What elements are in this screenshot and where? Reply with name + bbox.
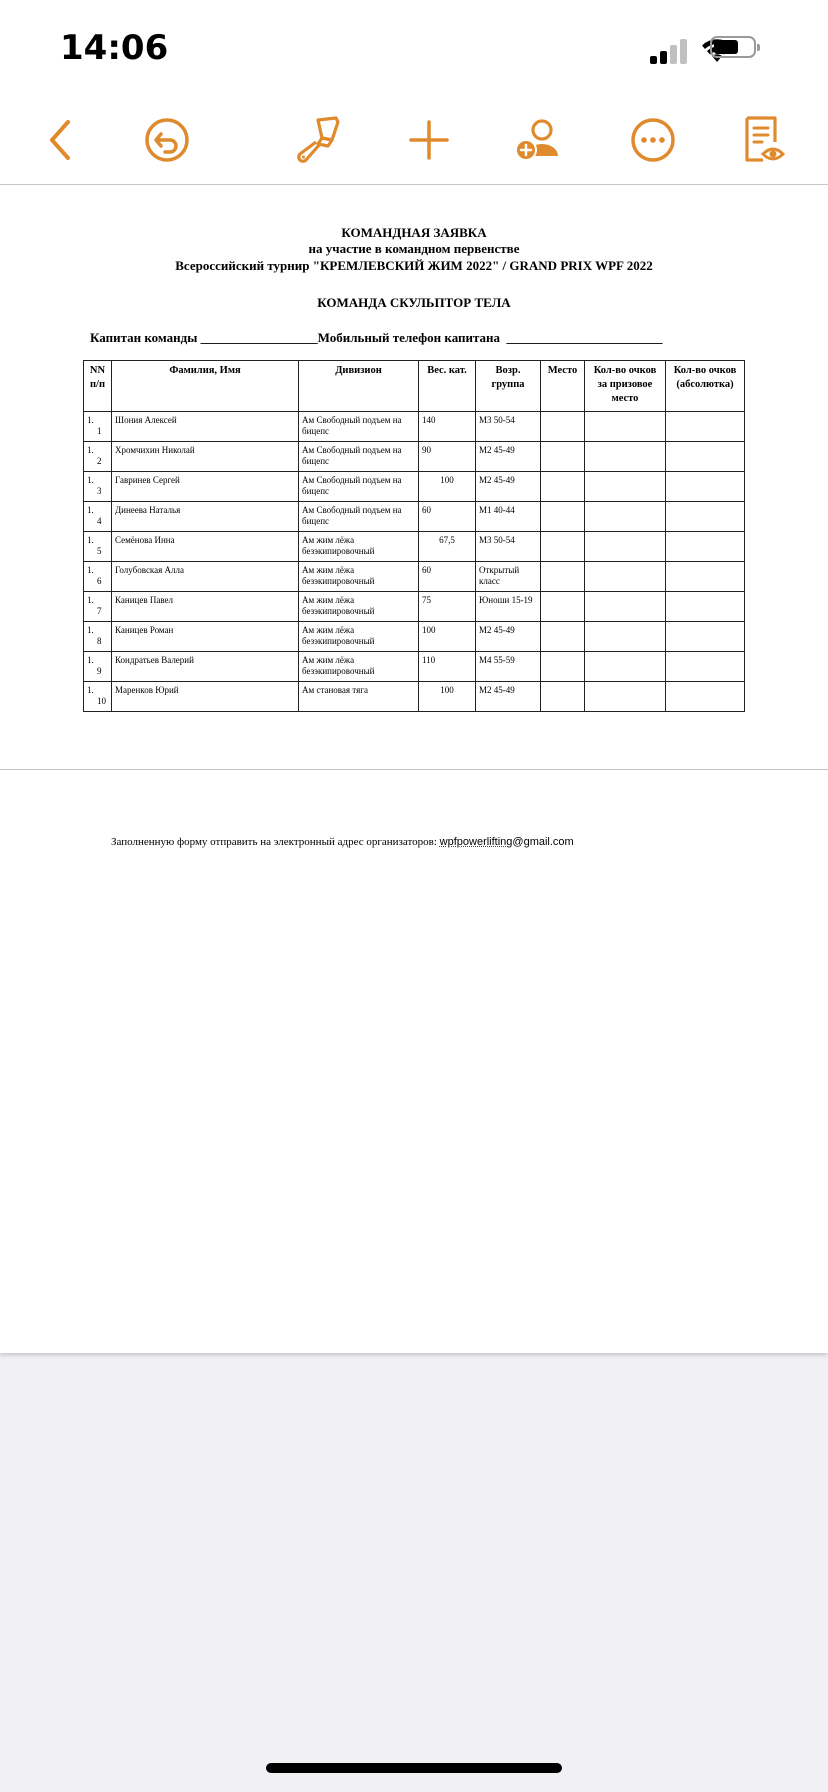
place-cell: [541, 472, 585, 502]
absolute-points-cell: [666, 442, 745, 472]
age-group: М3 50-54: [476, 532, 541, 562]
division: Ам Свободный подъем на бицепс: [299, 472, 419, 502]
captain-line: Капитан команды __________________Мобильный телефон капитана ________________________: [90, 330, 663, 345]
prize-points-cell: [585, 562, 666, 592]
header-cell: Кол-во очков за призовое место: [585, 361, 666, 412]
document-page-2: [0, 770, 828, 1353]
age-group: Юноши 15-19: [476, 592, 541, 622]
plus-icon[interactable]: [399, 110, 459, 170]
row-number: 1. 9: [84, 652, 112, 682]
athlete-name: Гавринев Сергей: [112, 472, 299, 502]
row-number: 1. 2: [84, 442, 112, 472]
title-line-2: на участие в командном первенстве: [308, 241, 520, 256]
athlete-name: Каницев Роман: [112, 622, 299, 652]
header-cell: Вес. кат.: [419, 361, 476, 412]
athlete-name: Хромчихин Николай: [112, 442, 299, 472]
row-number: 1. 8: [84, 622, 112, 652]
place-cell: [541, 442, 585, 472]
row-number: 1. 3: [84, 472, 112, 502]
age-group: М2 45-49: [476, 622, 541, 652]
age-group: М2 45-49: [476, 472, 541, 502]
cellular-signal-icon: [650, 38, 690, 64]
absolute-points-cell: [666, 562, 745, 592]
table-row: [84, 472, 745, 502]
division: Ам становая тяга: [299, 682, 419, 712]
more-icon[interactable]: [623, 110, 683, 170]
weight-class: 90: [419, 442, 476, 472]
submission-text: Заполненную форму отправить на электронный адрес организаторов:: [111, 836, 440, 848]
table-row: [84, 412, 745, 442]
battery-icon: [710, 36, 756, 58]
division: Ам жим лёжа безэкипировочный: [299, 622, 419, 652]
weight-class: 75: [419, 592, 476, 622]
table-row: [84, 592, 745, 622]
absolute-points-cell: [666, 502, 745, 532]
row-number: 1. 10: [84, 682, 112, 712]
absolute-points-cell: [666, 532, 745, 562]
header-cell: Место: [541, 361, 585, 412]
weight-class: 100: [419, 682, 476, 712]
division: Ам Свободный подъем на бицепс: [299, 442, 419, 472]
top-bar: [0, 0, 828, 185]
division: Ам жим лёжа безэкипировочный: [299, 532, 419, 562]
document-heading: [0, 225, 828, 274]
absolute-points-cell: [666, 622, 745, 652]
prize-points-cell: [585, 532, 666, 562]
reader-view-icon[interactable]: [733, 110, 793, 170]
absolute-points-cell: [666, 472, 745, 502]
prize-points-cell: [585, 412, 666, 442]
table-row: [84, 442, 745, 472]
place-cell: [541, 532, 585, 562]
weight-class: 100: [419, 622, 476, 652]
prize-points-cell: [585, 442, 666, 472]
table-row: [84, 562, 745, 592]
table-row: [84, 502, 745, 532]
team-table: [83, 360, 745, 712]
division: Ам жим лёжа безэкипировочный: [299, 652, 419, 682]
weight-class: 67,5: [419, 532, 476, 562]
undo-icon[interactable]: [137, 110, 197, 170]
toolbar: [0, 110, 828, 172]
place-cell: [541, 652, 585, 682]
absolute-points-cell: [666, 592, 745, 622]
athlete-name: Семёнова Инна: [112, 532, 299, 562]
absolute-points-cell: [666, 652, 745, 682]
document-page-1: [0, 185, 828, 770]
division: Ам Свободный подъем на бицепс: [299, 412, 419, 442]
place-cell: [541, 562, 585, 592]
age-group: М2 45-49: [476, 682, 541, 712]
weight-class: 110: [419, 652, 476, 682]
prize-points-cell: [585, 622, 666, 652]
prize-points-cell: [585, 502, 666, 532]
division: Ам жим лёжа безэкипировочный: [299, 562, 419, 592]
absolute-points-cell: [666, 682, 745, 712]
age-group: М3 50-54: [476, 412, 541, 442]
athlete-name: Маренков Юрий: [112, 682, 299, 712]
home-indicator[interactable]: [266, 1763, 562, 1773]
athlete-name: Голубовская Алла: [112, 562, 299, 592]
header-cell: NN п/п: [84, 361, 112, 412]
header-cell: Кол-во очков (абсолютка): [666, 361, 745, 412]
athlete-name: Кондратьев Валерий: [112, 652, 299, 682]
athlete-name: Каницев Павел: [112, 592, 299, 622]
place-cell: [541, 682, 585, 712]
weight-class: 100: [419, 472, 476, 502]
place-cell: [541, 502, 585, 532]
prize-points-cell: [585, 592, 666, 622]
submission-note: [111, 836, 574, 848]
age-group: Открытый класс: [476, 562, 541, 592]
weight-class: 60: [419, 502, 476, 532]
division: Ам Свободный подъем на бицепс: [299, 502, 419, 532]
prize-points-cell: [585, 682, 666, 712]
absolute-points-cell: [666, 412, 745, 442]
back-chevron-icon[interactable]: [32, 110, 92, 170]
team-title: КОМАНДА СКУЛЬПТОР ТЕЛА: [317, 295, 511, 310]
table-row: [84, 652, 745, 682]
status-time: 14:06: [60, 28, 169, 68]
prize-points-cell: [585, 652, 666, 682]
place-cell: [541, 592, 585, 622]
table-row: [84, 622, 745, 652]
prize-points-cell: [585, 472, 666, 502]
place-cell: [541, 412, 585, 442]
row-number: 1. 7: [84, 592, 112, 622]
header-cell: Фамилия, Имя: [112, 361, 299, 412]
header-cell: Возр. группа: [476, 361, 541, 412]
organizer-email[interactable]: wpfpowerlifting@gmail.com: [439, 836, 574, 848]
row-number: 1. 6: [84, 562, 112, 592]
age-group: М1 40-44: [476, 502, 541, 532]
header-cell: Дивизион: [299, 361, 419, 412]
place-cell: [541, 622, 585, 652]
athlete-name: Динеева Наталья: [112, 502, 299, 532]
table-row: [84, 682, 745, 712]
table-row: [84, 532, 745, 562]
weight-class: 60: [419, 562, 476, 592]
title-line-3: Всероссийский турнир "КРЕМЛЕВСКИЙ ЖИМ 2022" / GRAND PRIX WPF 2022: [175, 258, 653, 273]
add-person-icon[interactable]: [508, 110, 568, 170]
row-number: 1. 1: [84, 412, 112, 442]
athlete-name: Шония Алексей: [112, 412, 299, 442]
title-line-1: КОМАНДНАЯ ЗАЯВКА: [341, 225, 487, 240]
weight-class: 140: [419, 412, 476, 442]
row-number: 1. 4: [84, 502, 112, 532]
table-header-row: [84, 361, 745, 412]
row-number: 1. 5: [84, 532, 112, 562]
age-group: М4 55-59: [476, 652, 541, 682]
paintbrush-icon[interactable]: [288, 110, 348, 170]
age-group: М2 45-49: [476, 442, 541, 472]
division: Ам жим лёжа безэкипировочный: [299, 592, 419, 622]
